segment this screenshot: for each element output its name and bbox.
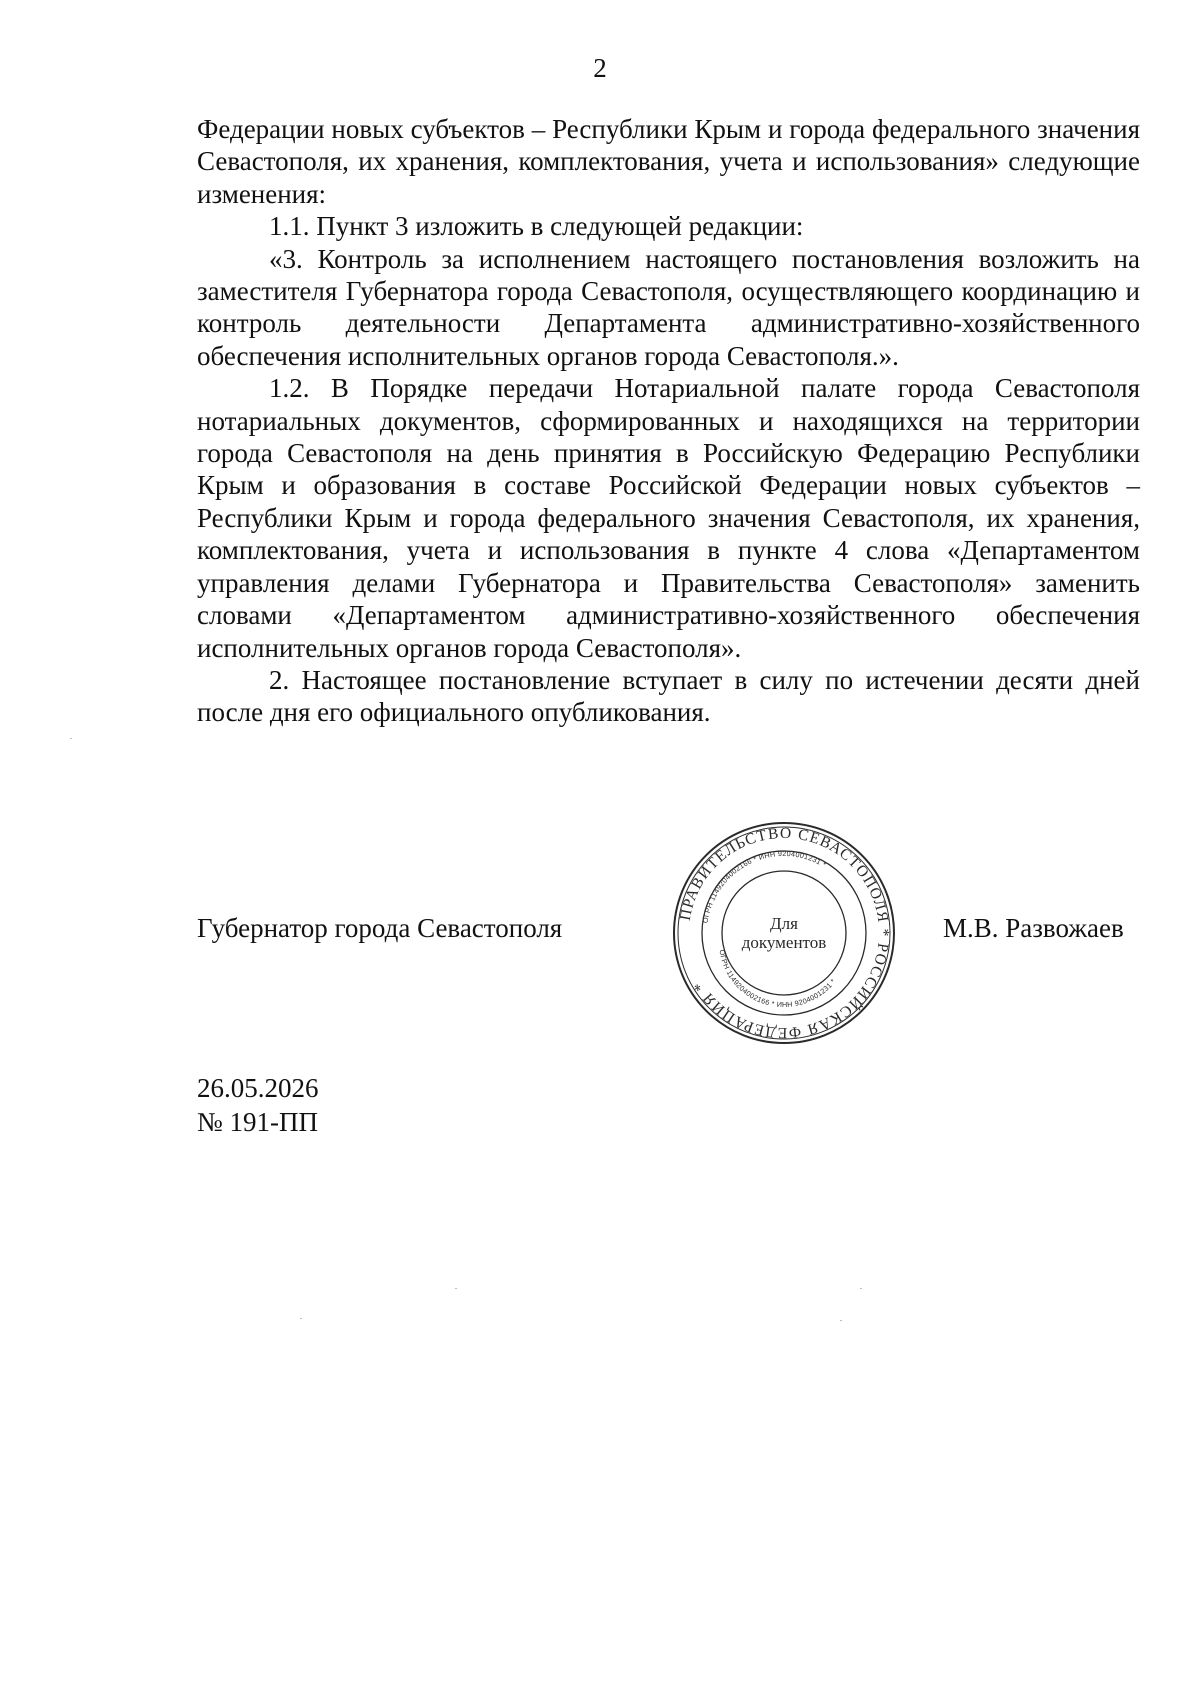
document-body <box>197 113 1140 729</box>
seal-center-line1: Для <box>770 914 798 933</box>
document-meta <box>197 1071 319 1139</box>
signature-block <box>0 912 1200 952</box>
scan-speck <box>70 738 72 739</box>
scan-speck <box>455 1288 457 1289</box>
paragraph: 1.2. В Порядке передачи Нотариальной палате города Севастополя нотариальных документов, сформированных и находящихся на территории города Севастополя на день принятия в Российскую Федерацию Республики Крым и образования в составе Российской Федерации новых субъектов – Республики Крым и города федерального значения Севастополя, их хранения, комплектования, учета и использования в пункте 4 слова «Департаментом управления делами Губернатора и Правительства Севастополя» заменить словами «Департаментом административно-хозяйственного обеспечения исполнительных органов города Севастополя». <box>197 373 1140 663</box>
scan-speck <box>860 1288 862 1289</box>
seal-inner-text-bottom: ОГРН 1149204002166 * ИНН 9204001231 * <box>717 948 838 1010</box>
seal-inner-text-top: ОГРН 1149204002166 * ИНН 9204001231 * <box>700 848 828 924</box>
scan-speck <box>840 1320 842 1321</box>
signer-name: М.В. Развожаев <box>943 913 1124 943</box>
paragraph: «3. Контроль за исполнением настоящего постановления возложить на заместителя Губернатора города Севастополя, осуществляющего координацию и контроль деятельности Департамента административно-хозяйственного обеспечения исполнительных органов города Севастополя.». <box>197 243 1140 371</box>
svg-text:ОГРН 1149204002166 * ИНН 92040 <box>717 949 837 1009</box>
seal-center-line2: документов <box>741 933 827 952</box>
official-seal <box>671 820 897 1046</box>
document-number: № 191-ПП <box>197 1107 318 1137</box>
scan-speck <box>300 1318 302 1319</box>
seal-outer-text: ПРАВИТЕЛЬСТВО СЕВАСТОПОЛЯ * РОССИЙСКАЯ ФЕДЕРАЦИЯ * <box>676 824 893 1042</box>
paragraph: 2. Настоящее постановление вступает в силу по истечении десяти дней после дня его официального опубликования. <box>197 664 1140 728</box>
signer-position: Губернатор города Севастополя <box>197 913 563 943</box>
document-date: 26.05.2026 <box>197 1073 319 1103</box>
paragraph: 1.1. Пункт 3 изложить в следующей редакции: <box>269 211 804 242</box>
page-number: 2 <box>593 53 607 83</box>
paragraph: Федерации новых субъектов – Республики Крым и города федерального значения Севастополя, их хранения, комплектования, учета и использования» следующие изменения: <box>197 114 1140 209</box>
